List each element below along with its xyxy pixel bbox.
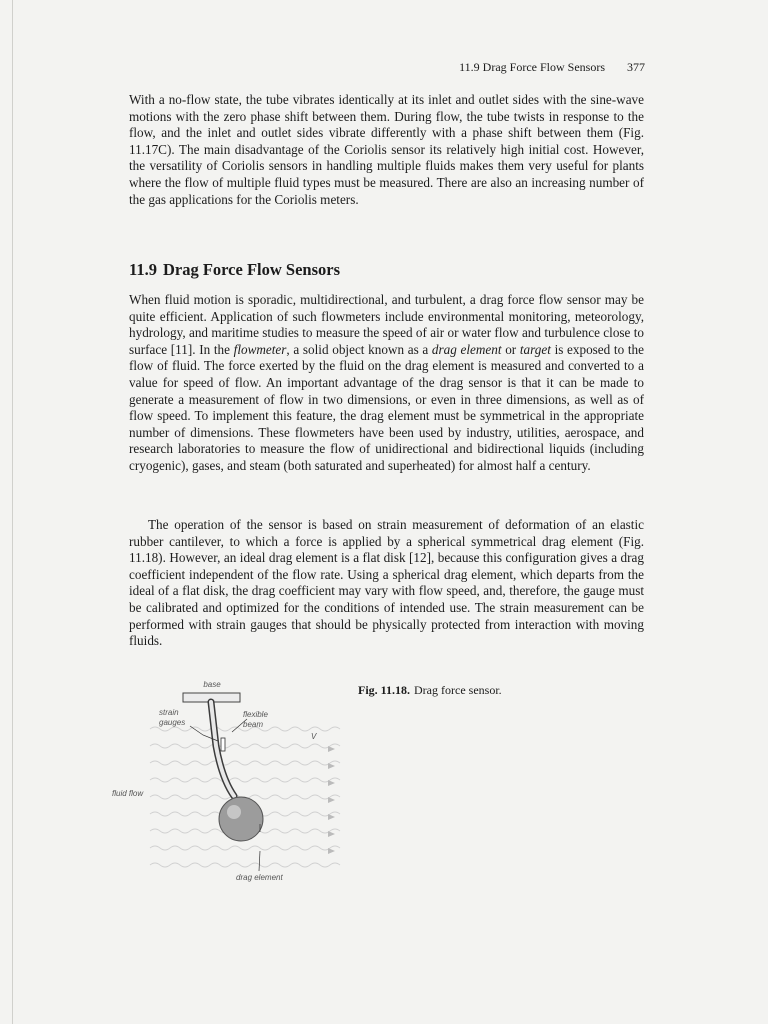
label-velocity: V xyxy=(311,732,317,741)
term-flowmeter: flowmeter xyxy=(233,341,287,357)
body-paragraph-2: The operation of the sensor is based on strain measurement of deformation of an elastic rubber cantilever, to which a force is applied by a spherical symmetrical drag element (Fig. 11.18). However, an ideal drag element is a flat disk [12], because this configuration gives a drag coefficient independent of the flow rate. Using a spherical drag element, which departs from the ideal of a flat disk, the drag coefficient may vary with flow speed, and, therefore, the gauge must be calibrated and optimized for the conditions of intended use. The strain measurement can be performed with strain gauges that should be physically protected from interaction with moving fluids. xyxy=(129,517,644,649)
section-number: 11.9 xyxy=(129,260,157,279)
label-strain: strain xyxy=(159,708,179,717)
paragraph-1-text-b: , a solid object known as a xyxy=(286,341,432,357)
label-base: base xyxy=(203,680,221,689)
running-head xyxy=(330,60,645,75)
sphere-highlight xyxy=(227,805,241,819)
label-gauges: gauges xyxy=(159,718,186,727)
intro-paragraph: With a no-flow state, the tube vibrates identically at its inlet and outlet sides with the sine-wave motions with the zero phase shift between them. During flow, the tube twists in response to the flow, and the inlet and outlet sides vibrate differently with a phase shift between them (Fig. 11.17C). The main disadvantage of the Coriolis sensor its relatively high initial cost. However, the versatility of Coriolis sensors in handling multiple fluids makes them very useful for plants where the flow of multiple fluid types must be measured. There are also an increasing number of the gas applications for the Coriolis meters. xyxy=(129,92,644,207)
paragraph-1-text-a: When fluid motion is sporadic, multidirectional, and turbulent, a drag force flow sensor may be quite efficient. Application of such flowmeters include environmental monitoring, meteorology, hydrology, and maritime studies to measure the speed of air or water flow and turbulence close to surface [11]. In the xyxy=(129,292,644,357)
paragraph-1-text-d: is exposed to the flow of fluid. The force exerted by the fluid on the drag element is measured and converted to a value for speed of flow. An important advantage of the drag sensor is that it can be made to generate a measurement of flow in two dimensions, or even in three dimensions, as well as of flow speed. To implement this feature, the drag element must be symmetrical in the appropriate number of dimensions. These flowmeters have been used by industry, utilities, aerospace, and research laboratories to measure the flow of unidirectional and bidirectional liquids (including cryogenic), gases, and steam (both saturated and superheated) for almost half a century. xyxy=(129,341,644,473)
label-fluid-flow: fluid flow xyxy=(112,789,144,798)
body-paragraph-1 xyxy=(129,292,644,475)
figure-caption xyxy=(358,683,502,698)
drag-force-sensor-figure xyxy=(110,674,345,889)
drag-force-sensor-diagram xyxy=(110,674,345,889)
page-binding-edge xyxy=(12,0,13,1024)
section-heading xyxy=(129,260,340,280)
figure-caption-text: Drag force sensor. xyxy=(414,683,502,697)
section-title: Drag Force Flow Sensors xyxy=(162,260,341,279)
paragraph-1-text-c: or xyxy=(501,341,520,357)
term-target: target xyxy=(519,341,551,357)
figure-caption-label: Fig. 11.18. xyxy=(358,683,411,697)
strain-gauge-element xyxy=(221,738,225,751)
label-beam: beam xyxy=(243,720,264,729)
label-flexible: flexible xyxy=(243,710,268,719)
running-head-section: 11.9 Drag Force Flow Sensors xyxy=(459,60,605,74)
drag-element-sphere xyxy=(219,797,263,841)
page-number: 377 xyxy=(627,60,645,74)
term-drag-element: drag element xyxy=(431,341,502,357)
label-drag-element: drag element xyxy=(236,873,283,882)
